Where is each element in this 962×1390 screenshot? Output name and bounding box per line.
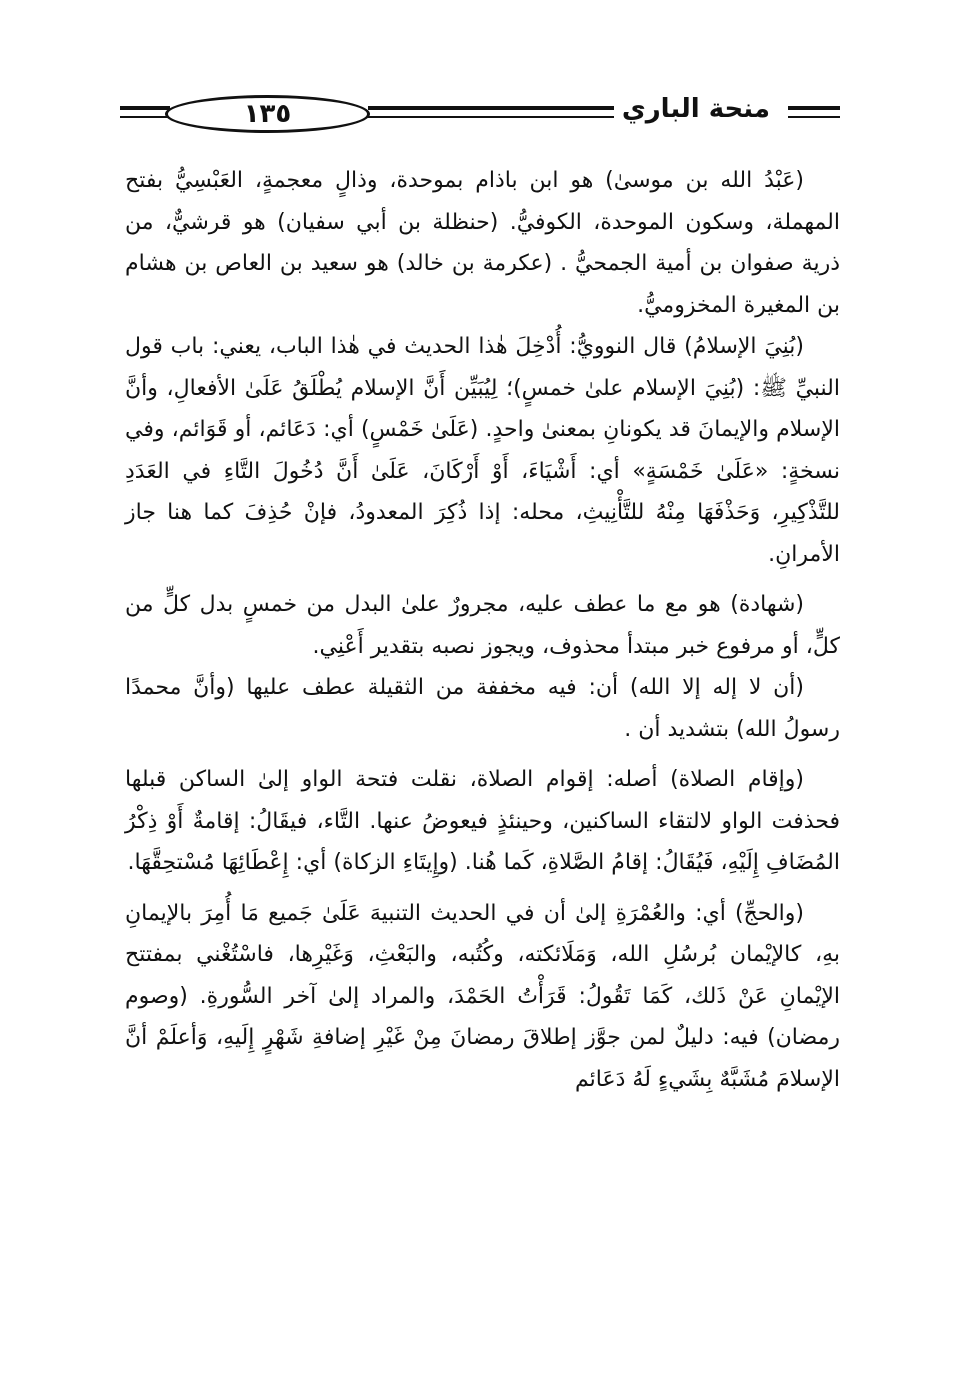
header-rule-left-top	[120, 106, 170, 110]
header-rule-left-bottom	[120, 116, 170, 118]
paragraph-1: (عَبْدُ الله بن موسىٰ) هو ابن باذام بموحدة، وذالٍ معجمةٍ، العَبْسِيُّ بفتح المهملة، وسكون الموحدة، الكوفيُّ. (حنظلة بن أبي سفيان) هو قرشيٌّ، من ذرية صفوان بن أمية الجمحيُّ . (عكرمة بن خالد) هو سعيد بن العاص بن هشام بن المغيرة المخزوميُّ.	[125, 168, 840, 318]
page-number-oval	[165, 95, 370, 133]
page-header	[120, 92, 840, 142]
book-title: منحة الباري	[614, 94, 778, 124]
paragraph-4: (أن لا إله إلا الله) أن: فيه مخففة من الثقيلة عطف عليها (وأنَّ محمدًا رسولُ الله) بتشديد أن .	[125, 675, 840, 742]
paragraph-6: (والحجِّ) أي: والعُمْرَةِ إلىٰ أن في الحديث التنبيهَ عَلَىٰ جَميع مَا أُمِرَ بالإيمانِ بهِ، كالإيْمان بُرسُلِ الله، وَمَلَائكته، وكُتُبه، والبَعْثِ، وَغَيْرِها، فاسْتُغْني بمفتتح الإيْمانِ عَنْ ذَلك، كَمَا تَقُولُ: قَرَأْتُ الحَمْدَ، والمراد إلىٰ آخر السُّورةِ. (وصوم رمضان) فيه: دليلٌ لمن جوَّز إطلاقَ رمضانَ مِنْ غَيْرِ إضافةِ شَهْرٍ إِلَيهِ، وَأعلَمْ أنَّ الإسلامَ مُشَبَّهٌ بِشَيءٍ لَهُ دَعَائم	[125, 900, 840, 1092]
paragraph-5: (وإقام الصلاة) أصله: إقوام الصلاة، نقلت فتحة الواو إلىٰ الساكن قبلها فحذفت الواو لالتقاء الساكنين، وحينئذٍ فيعوضُ عنها. التَّاء، فيقَالُ: إقامةٌ أَوْ ذِكْرُ المُضَافِ إِلَيْهِ، فَيُقَالُ: إقامُ الصَّلاةِ، كَما هُنا. (وإِيتَاءِ الزكاة) أي: إِعْطَائِهَا مُسْتحِقَّهَا.	[125, 767, 840, 875]
header-rule-right-top	[788, 106, 840, 110]
page-number: ١٣٥	[243, 99, 292, 129]
paragraph-3: (شهادة) هو مع ما عطف عليه، مجرورٌ علىٰ البدل من خمسٍ بدل كلٍّ من كلٍّ، أو مرفوع خبر مبتدأ محذوف، ويجوز نصبه بتقدير أَعْنِي.	[125, 592, 840, 659]
header-rule-right-bottom	[788, 116, 840, 118]
main-text	[125, 160, 840, 1100]
paragraph-2: (بُنِيَ الإسلامُ) قال النوويُّ: أُدْخِلَ هٰذا الحديث في هٰذا الباب، يعني: باب قول النبيِّ ﷺ: (بُنِيَ الإسلام علىٰ خمسٍ)؛ لِيُبَيِّن أَنَّ الإسلام يُطْلَقُ عَلَىٰ الأفعالِ، وأنَّ الإسلام والإيمانَ قد يكونانِ بمعنىٰ واحدٍ. (عَلَىٰ خَمْسٍ) أي: دَعَائم، أو قَوَائم، وفي نسخةٍ: «عَلَىٰ خَمْسَةٍ» أي: أَشْيَاءَ، أَوْ أَرْكَانَ، عَلَىٰ أَنَّ دُخُولَ التَّاءِ في العَدَدِ للتَّذْكِيرِ، وَحَذْفَهَا مِنْهُ للتَّأْنِيثِ، محله: إذا ذُكِرَ المعدودُ، فإنْ حُذِفَ كما هنا جاز الأمرانِ.	[125, 334, 840, 567]
